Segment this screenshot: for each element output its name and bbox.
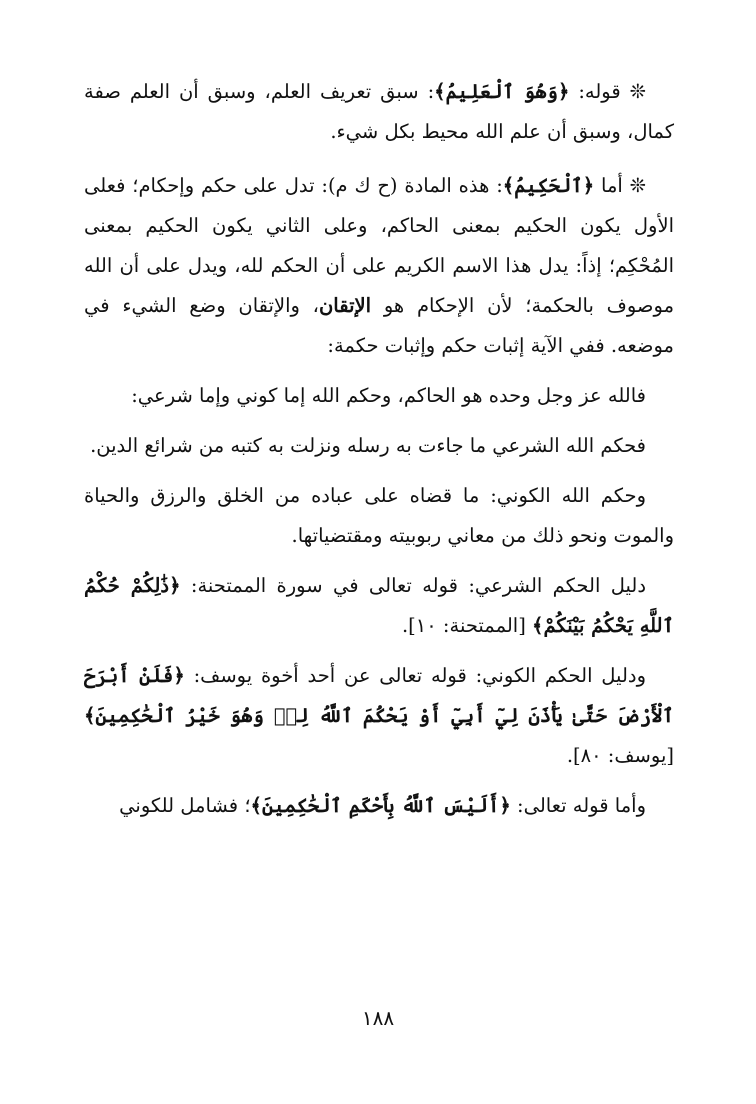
verse-reference: [الممتحنة: ١٠]. [401, 614, 533, 637]
bold-term: الإتقان [318, 294, 372, 317]
paragraph-text: أما [594, 174, 623, 197]
quran-verse: ﴿ٱلْحَكِيمُ﴾ [502, 174, 595, 197]
paragraph-text: ودليل الحكم الكوني: قوله تعالى عن أحد أخوة يوسف: [184, 664, 646, 687]
quran-verse: ﴿ذَٰلِكُمْ حُكْمُ ٱللَّهِ يَحْكُمُ بَيْنَكُمْ﴾ [84, 574, 674, 637]
paragraph-text: دليل الحكم الشرعي: قوله تعالى في سورة الممتحنة: [180, 574, 646, 597]
paragraph-hukm-types: فالله عز وجل وحده هو الحاكم، وحكم الله إما كوني وإما شرعي: [131, 384, 646, 407]
quran-verse: ﴿وَهُوَ ٱلْعَلِيمُ﴾ [434, 80, 570, 103]
paragraph-al-aleem [84, 72, 674, 152]
star-marker: ❊ [629, 80, 646, 103]
quran-verse: ﴿أَلَيْسَ ٱللَّهُ بِأَحْكَمِ ٱلْحَٰكِمِينَ﴾ [250, 794, 511, 817]
verse-reference: [يوسف: ٨٠]. [566, 744, 674, 767]
paragraph-al-hakeem [84, 166, 674, 366]
paragraph-hukm-kawni: وحكم الله الكوني: ما قضاه على عباده من الخلق والرزق والحياة والموت ونحو ذلك من معاني ربوبيته ومقتضياتها. [84, 484, 674, 547]
star-marker: ❊ [629, 174, 646, 197]
paragraph-text: : سبق تعريف العلم، وسبق أن العلم صفة كمال، وسبق أن علم الله محيط بكل شيء. [84, 80, 674, 143]
paragraph-text: ؛ فشامل للكوني [119, 794, 251, 817]
paragraph-text: ، والإتقان وضع الشيء في موضعه. ففي الآية إثبات حكم وإثبات حكمة: [84, 294, 674, 357]
paragraph-text: : هذه المادة (ح ك م): تدل على حكم وإحكام؛ فعلى الأول يكون الحكيم بمعنى الحاكم، وعلى الثاني يكون الحكيم بمعنى المُحْكِم؛ إذاً: يدل هذا الاسم الكريم على أن الحكم لله، ويدل على أن الله موصوف بالحكمة؛ لأن الإحكام هو [84, 174, 675, 317]
paragraph-text: قوله: [569, 80, 621, 103]
paragraph-sharii-evidence [84, 566, 674, 646]
page-body [84, 72, 674, 826]
paragraph-kawni-evidence [84, 656, 674, 776]
paragraph-hukm-sharii: فحكم الله الشرعي ما جاءت به رسله ونزلت به كتبه من شرائع الدين. [90, 434, 646, 457]
paragraph-text: وأما قوله تعالى: [510, 794, 646, 817]
paragraph-ahkam-al-hakimeen [84, 786, 674, 826]
page-number: ١٨٨ [361, 1006, 395, 1030]
quran-verse: ﴿فَلَنْ أَبْرَحَ ٱلْأَرْضَ حَتَّىٰ يَأْذَنَ لِيٓ أَبِيٓ أَوْ يَحْكُمَ ٱللَّهُ لِيۖ وَهُوَ خَيْرُ ٱلْحَٰكِمِينَ﴾ [84, 664, 674, 727]
